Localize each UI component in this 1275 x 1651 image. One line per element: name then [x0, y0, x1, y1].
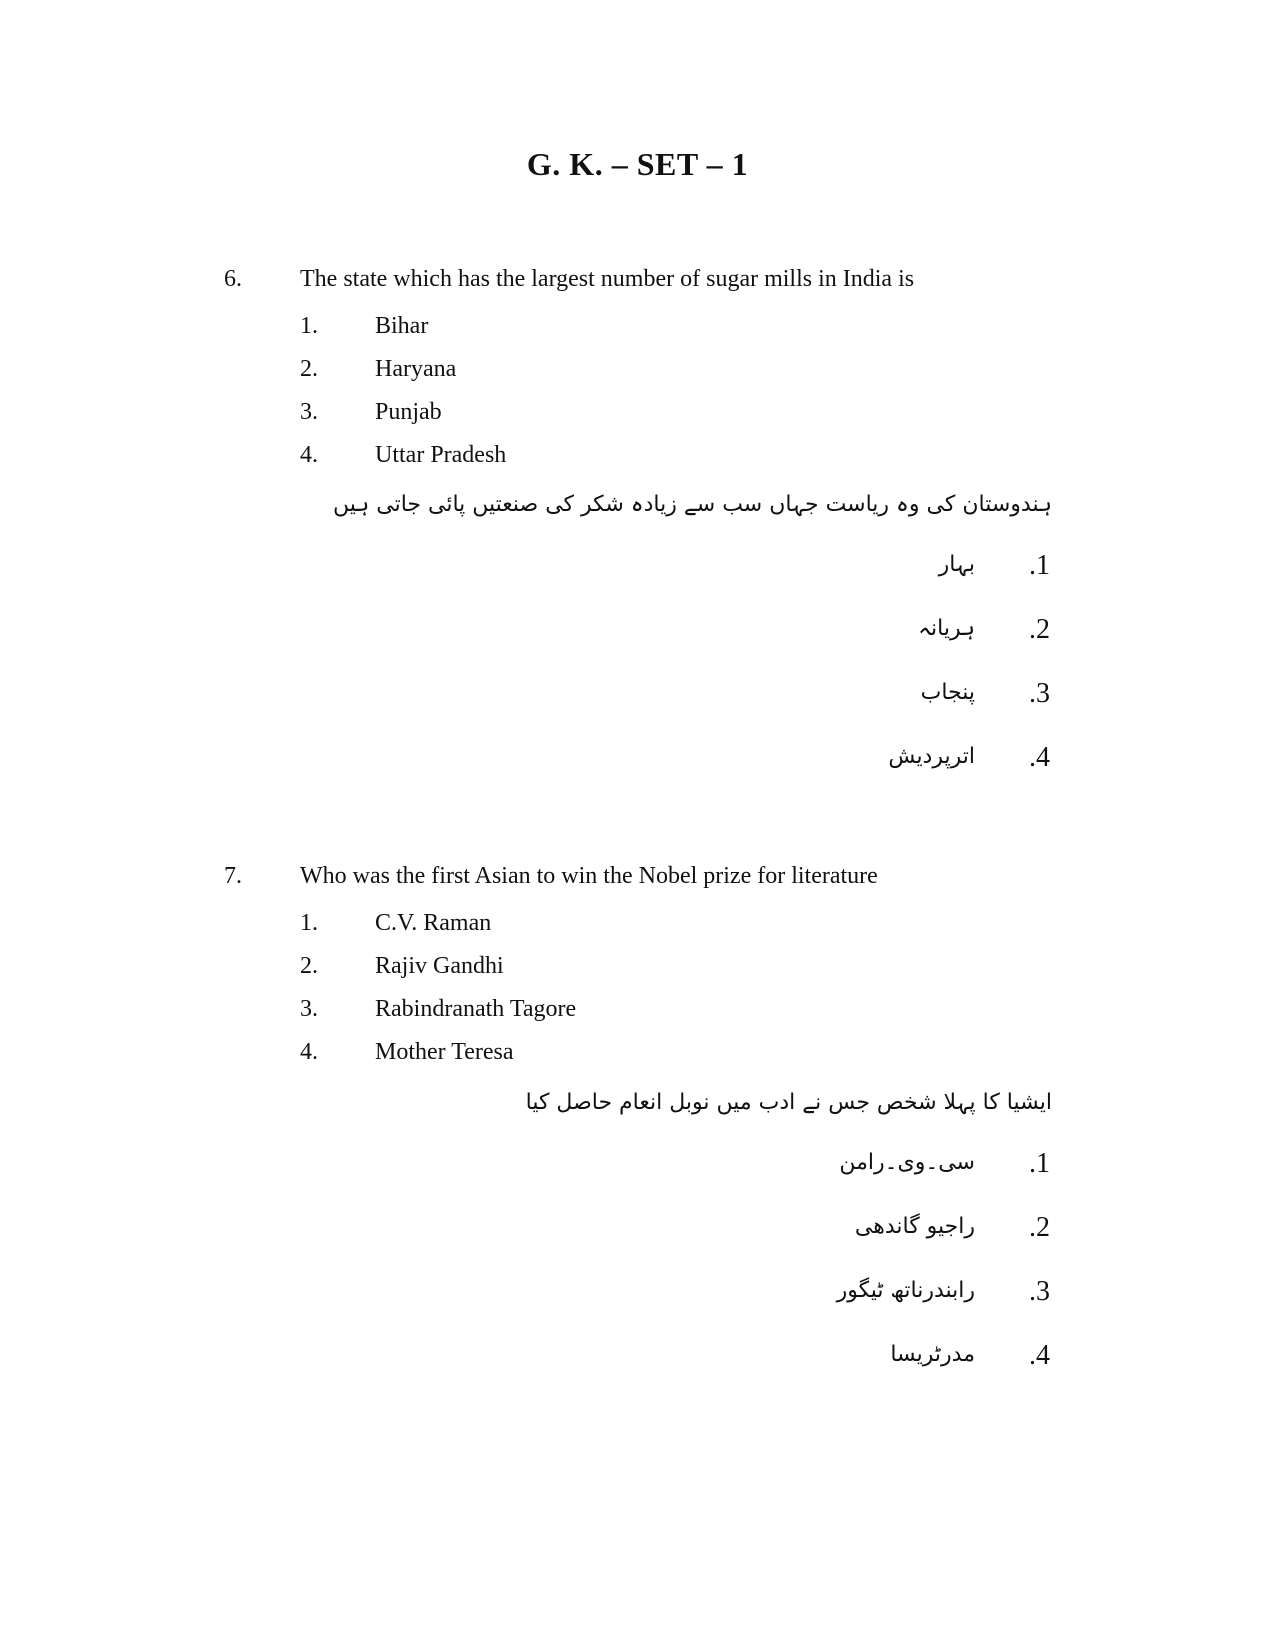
urdu-option-text: بہار — [938, 552, 975, 577]
page-title: G. K. – SET – 1 — [526, 146, 749, 182]
urdu-option-number: .2 — [1029, 1212, 1050, 1243]
option-number: 3. — [300, 399, 318, 425]
option-text: Haryana — [375, 356, 457, 382]
urdu-option — [850, 1212, 1050, 1246]
urdu-option-number: .3 — [1029, 1276, 1050, 1307]
option-text: Bihar — [375, 313, 429, 339]
option-text: Punjab — [375, 399, 442, 425]
urdu-option — [850, 678, 1050, 712]
option-number: 3. — [300, 996, 318, 1022]
urdu-option-text: سی۔وی۔رامن — [839, 1150, 975, 1175]
urdu-option — [850, 614, 1050, 648]
question-text: Who was the first Asian to win the Nobel prize for literature — [300, 863, 878, 889]
option-number: 2. — [300, 953, 318, 979]
urdu-option-text: پنجاب — [920, 680, 975, 705]
option-number: 2. — [300, 356, 318, 382]
urdu-option-number: .2 — [1029, 614, 1050, 645]
urdu-option-number: .4 — [1029, 742, 1050, 773]
option-number: 4. — [300, 1039, 318, 1065]
urdu-option-text: ہریانہ — [918, 616, 975, 641]
urdu-option-number: .4 — [1029, 1340, 1050, 1371]
urdu-option-number: .1 — [1029, 1148, 1050, 1179]
urdu-option-number: .3 — [1029, 678, 1050, 709]
urdu-option-text: اترپردیش — [888, 744, 975, 769]
urdu-option-text: راجیو گاندھی — [854, 1214, 975, 1239]
option-number: 1. — [300, 313, 318, 339]
option-text: Mother Teresa — [375, 1039, 514, 1065]
option-text: Rabindranath Tagore — [375, 996, 577, 1022]
question-number: 6. — [224, 266, 242, 292]
option-text: Uttar Pradesh — [375, 442, 507, 468]
urdu-option — [836, 1276, 1050, 1310]
urdu-option — [850, 1340, 1050, 1374]
option-number: 4. — [300, 442, 318, 468]
urdu-option-text: رابندرناتھ ٹیگور — [836, 1278, 975, 1303]
urdu-question-text: ہندوستان کی وہ ریاست جہاں سب سے زیادہ شکر کی صنعتیں پائی جاتی ہیں — [332, 492, 1052, 517]
option-text: Rajiv Gandhi — [375, 953, 504, 979]
urdu-option — [850, 742, 1050, 776]
urdu-option-number: .1 — [1029, 550, 1050, 581]
urdu-option — [839, 1148, 1050, 1182]
option-number: 1. — [300, 910, 318, 936]
urdu-question-text: ایشیا کا پہلا شخص جس نے ادب میں نوبل انعام حاصل کیا — [525, 1090, 1052, 1115]
urdu-option-text: مدرٹریسا — [890, 1342, 975, 1367]
question-text: The state which has the largest number of sugar mills in India is — [300, 266, 915, 292]
urdu-option — [850, 550, 1050, 584]
question-number: 7. — [224, 863, 242, 889]
option-text: C.V. Raman — [375, 910, 492, 936]
